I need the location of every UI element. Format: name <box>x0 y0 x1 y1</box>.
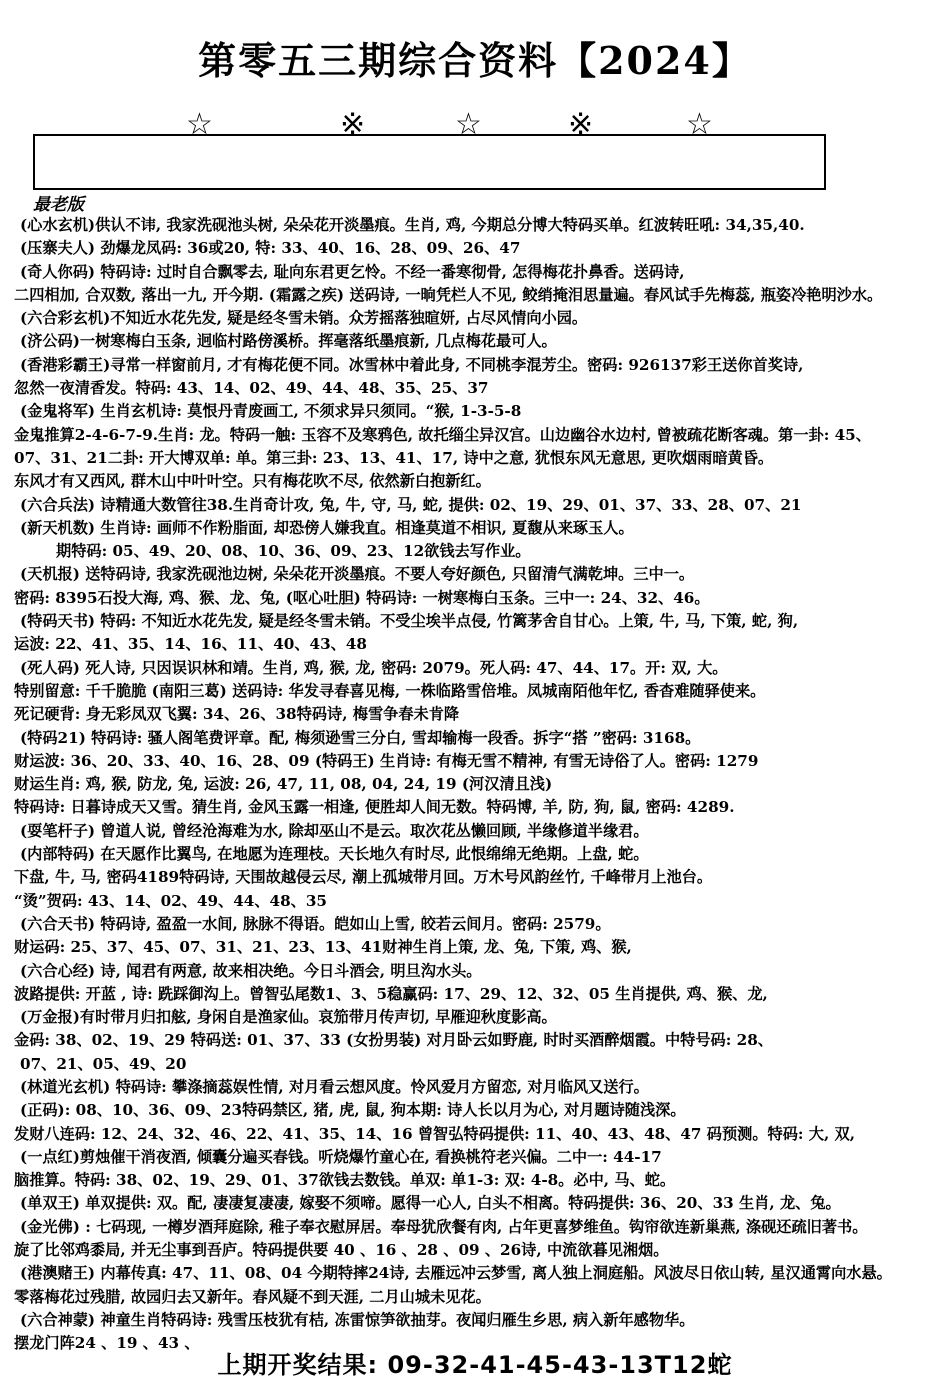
text-line: (济公码)一树寒梅白玉条, 迥临村路傍溪桥。挥毫落纸墨痕新, 几点梅花最可人。 <box>20 332 557 351</box>
text-line: (新天机数) 生肖诗: 画师不作粉脂面, 却恐傍人嫌我直。相逢莫道不相识, 夏馥从来琢玉人。 <box>20 518 634 537</box>
text-line: (正码): 08、10、36、09、23特码禁区, 猪, 虎, 鼠, 狗本期: 诗人长以月为心, 对月题诗随浅深。 <box>20 1101 686 1120</box>
text-line: (心水玄机)供认不讳, 我家洗砚池头树, 朵朵花开淡墨痕。生肖, 鸡, 今期总分博大特码买单。红波转旺吼: 34,35,40. <box>20 216 805 234</box>
text-line: (死人码) 死人诗, 只因误识林和靖。生肖, 鸡, 猴, 龙, 密码: 2079。死人码: 47、44、17。开: 双, 大。 <box>20 658 728 677</box>
asterism-icon: ※ <box>340 107 366 142</box>
text-line: (内部特码) 在天愿作比翼鸟, 在地愿为连理枝。天长地久有时尽, 此恨绵绵无绝期。上盘, 蛇。 <box>20 845 649 864</box>
text-line: (金鬼将军) 生肖玄机诗: 莫恨丹青废画工, 不须求异只须同。“猴, 1-3-5-8 <box>20 402 522 421</box>
empty-banner-box <box>33 134 826 190</box>
text-line: 金鬼推算2-4-6-7-9.生肖: 龙。特码一触: 玉容不及寒鸦色, 故托缁尘异汉宫。山边幽谷水边村, 曾被疏花断客魂。第一卦: 45、 <box>14 425 871 444</box>
text-line: 密码: 8395石投大海, 鸡、猴、龙、兔, (呕心吐胆) 特码诗: 一树寒梅白玉条。三中一: 24、32、46。 <box>14 588 710 607</box>
text-line: 东风才有又西风, 群木山中叶叶空。只有梅花吹不尽, 依然新白抱新红。 <box>14 472 491 491</box>
text-line: 财运码: 25、37、45、07、31、21、23、13、41财神生肖上策, 龙、兔, 下策, 鸡、猴, <box>14 938 632 957</box>
text-line: 特别留意: 千千脆脆 (南阳三葛) 送码诗: 华发寻春喜见梅, 一株临路雪倍堆。凤城南陌他年忆, 香杳难随驿使来。 <box>14 681 766 700</box>
star-icon: ☆ <box>455 107 482 142</box>
text-line: (金光佛) : 七码现, 一樽岁酒拜庭除, 稚子奉衣慰屏居。奉母犹欣餐有肉, 占年更喜梦维鱼。钩帘欲连新巢燕, 涤砚还疏旧著书。 <box>20 1217 868 1236</box>
text-line: 死记硬背: 身无彩凤双飞翼: 34、26、38特码诗, 梅雪争春未肯降 <box>14 705 460 724</box>
text-line: (天机报) 送特码诗, 我家洗砚池边树, 朵朵花开淡墨痕。不要人夸好颜色, 只留清气满乾坤。三中一。 <box>20 565 695 584</box>
text-body <box>14 214 944 1356</box>
text-line: 零落梅花过残腊, 故园归去又新年。春风疑不到天涯, 二月山城未见花。 <box>14 1287 491 1306</box>
text-line: (耍笔杆子) 曾道人说, 曾经沧海难为水, 除却巫山不是云。取次花丛懒回顾, 半缘修道半缘君。 <box>20 821 649 840</box>
text-line: (单双王) 单双提供: 双。配, 凄凄复凄凄, 嫁娶不须啼。愿得一心人, 白头不相离。特码提供: 36、20、33 生肖, 龙、兔。 <box>20 1194 841 1213</box>
text-line: (万金报)有时带月归扣舷, 身闲自是渔家仙。哀笳带月传声切, 早雁迎秋度影高。 <box>20 1008 557 1027</box>
text-line: 旋了比邻鸡黍局, 并无尘事到吾庐。特码提供要 40 、16 、28 、09 、26诗, 中流欲暮见湘烟。 <box>14 1241 669 1260</box>
previous-draw-result-text: 上期开奖结果: 09-32-41-45-43-13T12蛇 <box>212 1351 739 1379</box>
text-line: 二四相加, 合双数, 落出一九, 开今期. (霜露之疾) 送码诗, 一晌凭栏人不见, 鲛绡掩泪思量遍。春风试手先梅蕊, 瓶姿冷艳明沙水。 <box>14 285 883 304</box>
star-icon: ☆ <box>686 107 713 142</box>
text-line: (压寨夫人) 劲爆龙凤码: 36或20, 特: 33、40、16、28、09、26、47 <box>20 239 521 258</box>
star-icon: ☆ <box>186 107 213 142</box>
text-line: 忽然一夜清香发。特码: 43、14、02、49、44、48、35、25、37 <box>14 379 489 398</box>
text-line: (六合天书) 特码诗, 盈盈一水间, 脉脉不得语。皑如山上雪, 皎若云间月。密码: 2579。 <box>20 914 611 933</box>
text-line: (特码天书) 特码: 不知近水花先发, 疑是经冬雪未销。不受尘埃半点侵, 竹篱茅舍自甘心。上策, 牛, 马, 下策, 蛇, 狗, <box>20 612 799 631</box>
text-line: 金码: 38、02、19、29 特码送: 01、37、33 (女扮男装) 对月卧云如野鹿, 时时买酒醉烟霞。中特号码: 28、 <box>14 1031 773 1050</box>
text-line: (六合神蒙) 神童生肖特码诗: 残雪压枝犹有桔, 冻雷惊笋欲抽芽。夜闻归雁生乡思, 病入新年感物华。 <box>20 1310 695 1329</box>
text-line: (奇人你码) 特码诗: 过时自合飘零去, 耻向东君更乞怜。不经一番寒彻骨, 怎得梅花扑鼻香。送码诗, <box>20 262 685 281</box>
text-line: 摆龙门阵24 、19 、43 、 <box>14 1334 200 1353</box>
text-line: 特码诗: 日暮诗成天又雪。猜生肖, 金风玉露一相逢, 便胜却人间无数。特码博, 羊, 防, 狗, 鼠, 密码: 4289. <box>14 798 735 817</box>
text-line: (特码21) 特码诗: 骚人阁笔费评章。配, 梅须逊雪三分白, 雪却输梅一段香。拆字“搭 ”密码: 3168。 <box>20 728 701 747</box>
text-line: (六合彩玄机)不知近水花先发, 疑是经冬雪未销。众芳摇落独暄妍, 占尽风情向小园。 <box>20 309 588 328</box>
text-line: (林道光玄机) 特码诗: 攀涤摘蕊娱性情, 对月看云想风度。怜风爱月方留恋, 对月临风又送行。 <box>20 1077 649 1096</box>
text-line: 脑推算。特码: 38、02、19、29、01、37欲钱去数钱。单双: 单1-3: 双: 4-8。必中, 马、蛇。 <box>14 1171 676 1190</box>
text-line: 波路提供: 开蓝 , 诗: 跣踩御沟上。曾智弘尾数1、3、5稳赢码: 17、29、12、32、05 生肖提供, 鸡、猴、龙, <box>14 984 768 1003</box>
text-line: 07、31、21二卦: 开大博双单: 单。第三卦: 23、13、41、17, 诗中之意, 犹恨东风无意思, 更吹烟雨暗黄昏。 <box>14 448 774 467</box>
text-line: (一点红)剪烛催干消夜酒, 倾囊分遍买春钱。听烧爆竹童心在, 看换桃符老兴偏。二中一: 44-17 <box>20 1147 662 1166</box>
text-line: “烫”贺码: 43、14、02、49、44、48、35 <box>14 891 327 910</box>
text-line: (六合兵法) 诗精通大数管往38.生肖奇计攻, 兔, 牛, 守, 马, 蛇, 提供: 02、19、29、01、37、33、28、07、21 <box>20 495 802 514</box>
text-line: 期特码: 05、49、20、08、10、36、09、23、12欲钱去写作业。 <box>56 542 531 561</box>
text-line: (香港彩霸王)寻常一样窗前月, 才有梅花便不同。冰雪林中着此身, 不同桃李混芳尘。密码: 926137彩王送你首奖诗, <box>20 355 804 374</box>
text-line: (六合心经) 诗, 闻君有两意, 故来相决绝。今日斗酒会, 明旦沟水头。 <box>20 961 482 980</box>
asterism-icon: ※ <box>568 107 594 142</box>
text-line: 运波: 22、41、35、14、16、11、40、43、48 <box>14 635 367 654</box>
previous-draw-result <box>0 1345 950 1380</box>
text-line: (港澳赌王) 内幕传真: 47、11、08、04 今期特摔24诗, 去雁远冲云梦雪, 离人独上洞庭船。风波尽日依山转, 星汉通霄向水悬。 <box>20 1264 892 1283</box>
page-title: 第零五三期综合资料【2024】 <box>198 38 752 83</box>
text-line: 财运生肖: 鸡, 猴, 防龙, 兔, 运波: 26, 47, 11, 08, 04, 24, 19 (河汉清且浅) <box>14 775 553 794</box>
text-line: 财运波: 36、20、33、40、16、28、09 (特码王) 生肖诗: 有梅无雪不精神, 有雪无诗俗了人。密码: 1279 <box>14 751 759 770</box>
text-line: 下盘, 牛, 马, 密码4189特码诗, 天围故越侵云尽, 潮上孤城带月回。万木号风韵丝竹, 千峰带月上池台。 <box>14 868 713 887</box>
text-line: 发财八连码: 12、24、32、46、22、41、35、14、16 曾智弘特码提供: 11、40、43、48、47 码预测。特码: 大, 双, <box>14 1124 856 1143</box>
section-label: 最老版 <box>33 195 84 215</box>
text-line: 07、21、05、49、20 <box>20 1054 187 1073</box>
